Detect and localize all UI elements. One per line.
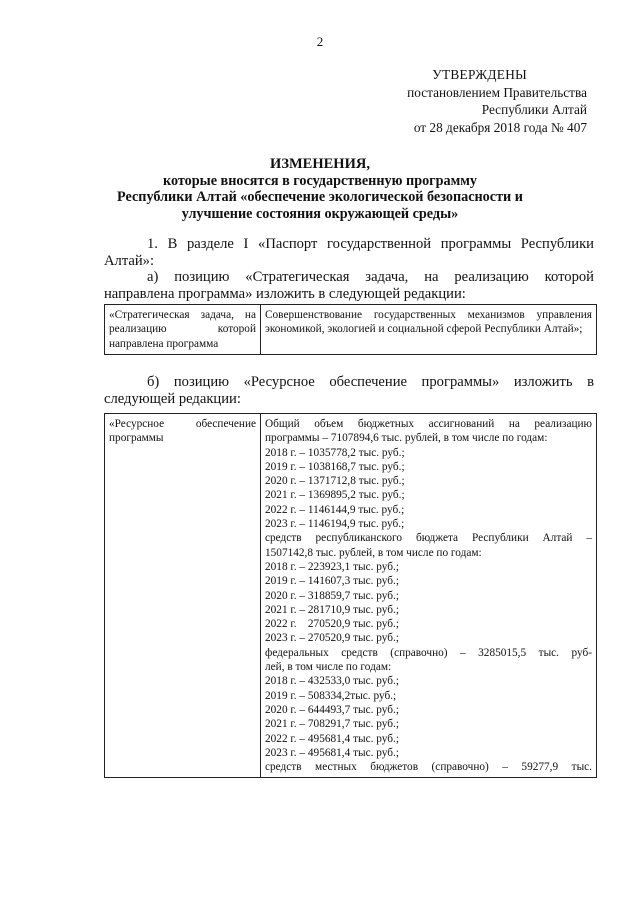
local-line: средств местных бюджетов (справочно) – 59277,9 тыс. bbox=[265, 761, 592, 774]
table-value-cell: Совершенствование государственных механизмов управления экономикой, экологией и социальной сферой Республики Алтай»; bbox=[261, 305, 597, 355]
table-row bbox=[105, 414, 597, 778]
title-line: Республики Алтай «обеспечение экологической безопасности и bbox=[117, 189, 523, 205]
total-line: Общий объем бюджетных ассигнований на реализацию bbox=[265, 418, 592, 430]
year-row: 2022 г. – 495681,4 тыс. руб.; bbox=[265, 732, 399, 745]
year-row: 2022 г. 270520,9 тыс. руб.; bbox=[265, 618, 399, 631]
table-value-cell bbox=[261, 414, 597, 778]
year-row: 2019 г. – 1038168,7 тыс. руб.; bbox=[265, 460, 405, 473]
year-row: 2023 г. – 1146194,9 тыс. руб.; bbox=[265, 518, 405, 531]
federal-line: федеральных средств (справочно) – 3285015,5 тыс. руб- bbox=[265, 646, 592, 659]
page-number: 2 bbox=[316, 34, 324, 49]
title-line: которые вносятся в государственную программу bbox=[162, 172, 478, 189]
federal-line: лей, в том числе по годам: bbox=[265, 661, 392, 674]
approval-line: Республики Алтай bbox=[481, 102, 587, 117]
table-label-cell: «Ресурсное обеспечение программы bbox=[105, 414, 261, 778]
year-row: 2018 г. – 1035778,2 тыс. руб.; bbox=[265, 446, 405, 459]
approval-line: от 28 декабря 2018 года № 407 bbox=[413, 119, 587, 135]
document-title bbox=[90, 156, 550, 222]
year-row: 2021 г. – 708291,7 тыс. руб.; bbox=[265, 718, 399, 731]
year-row: 2021 г. – 281710,9 тыс. руб.; bbox=[265, 603, 399, 616]
year-row: 2020 г. – 1371712,8 тыс. руб.; bbox=[265, 475, 405, 488]
year-row: 2019 г. – 508334,2тыс. руб.; bbox=[265, 689, 397, 702]
republic-line: 1507142,8 тыс. рублей, в том числе по годам: bbox=[265, 546, 482, 559]
approval-heading: УТВЕРЖДЕНЫ bbox=[432, 67, 527, 82]
year-row: 2020 г. – 318859,7 тыс. руб.; bbox=[265, 589, 399, 602]
year-row: 2022 г. – 1146144,9 тыс. руб.; bbox=[265, 503, 405, 516]
approval-line: постановлением Правительства bbox=[407, 84, 587, 100]
table-label-cell: «Стратегическая задача, на реализацию которой направлена программа bbox=[105, 305, 261, 355]
year-row: 2023 г. – 495681,4 тыс. руб.; bbox=[265, 746, 399, 759]
year-row: 2018 г. – 432533,0 тыс. руб.; bbox=[265, 675, 399, 688]
paragraph-item-a: а) позицию «Стратегическая задача, на реализацию которой направлена программа» изложить в следующей редакции: bbox=[104, 269, 594, 302]
republic-line: средств республиканского бюджета Республики Алтай – bbox=[265, 532, 592, 545]
year-row: 2020 г. – 644493,7 тыс. руб.; bbox=[265, 703, 399, 716]
title-line: улучшение состояния окружающей среды» bbox=[181, 205, 459, 222]
title-heading: ИЗМЕНЕНИЯ, bbox=[270, 156, 370, 172]
strategic-task-table bbox=[104, 304, 597, 355]
year-row: 2021 г. – 1369895,2 тыс. руб.; bbox=[265, 489, 405, 502]
paragraph-item-b: б) позицию «Ресурсное обеспечение программы» изложить в следующей редакции: bbox=[104, 374, 594, 407]
table-row bbox=[105, 305, 597, 355]
total-line: программы – 7107894,6 тыс. рублей, в том числе по годам: bbox=[265, 432, 548, 445]
year-row: 2018 г. – 223923,1 тыс. руб.; bbox=[265, 560, 399, 573]
year-row: 2019 г. – 141607,3 тыс. руб.; bbox=[265, 575, 399, 588]
approval-block bbox=[330, 66, 587, 136]
year-row: 2023 г. – 270520,9 тыс. руб.; bbox=[265, 632, 399, 645]
paragraph-item-1: 1. В разделе I «Паспорт государственной программы Республики Алтай»: bbox=[104, 236, 594, 269]
resource-table bbox=[104, 413, 597, 778]
